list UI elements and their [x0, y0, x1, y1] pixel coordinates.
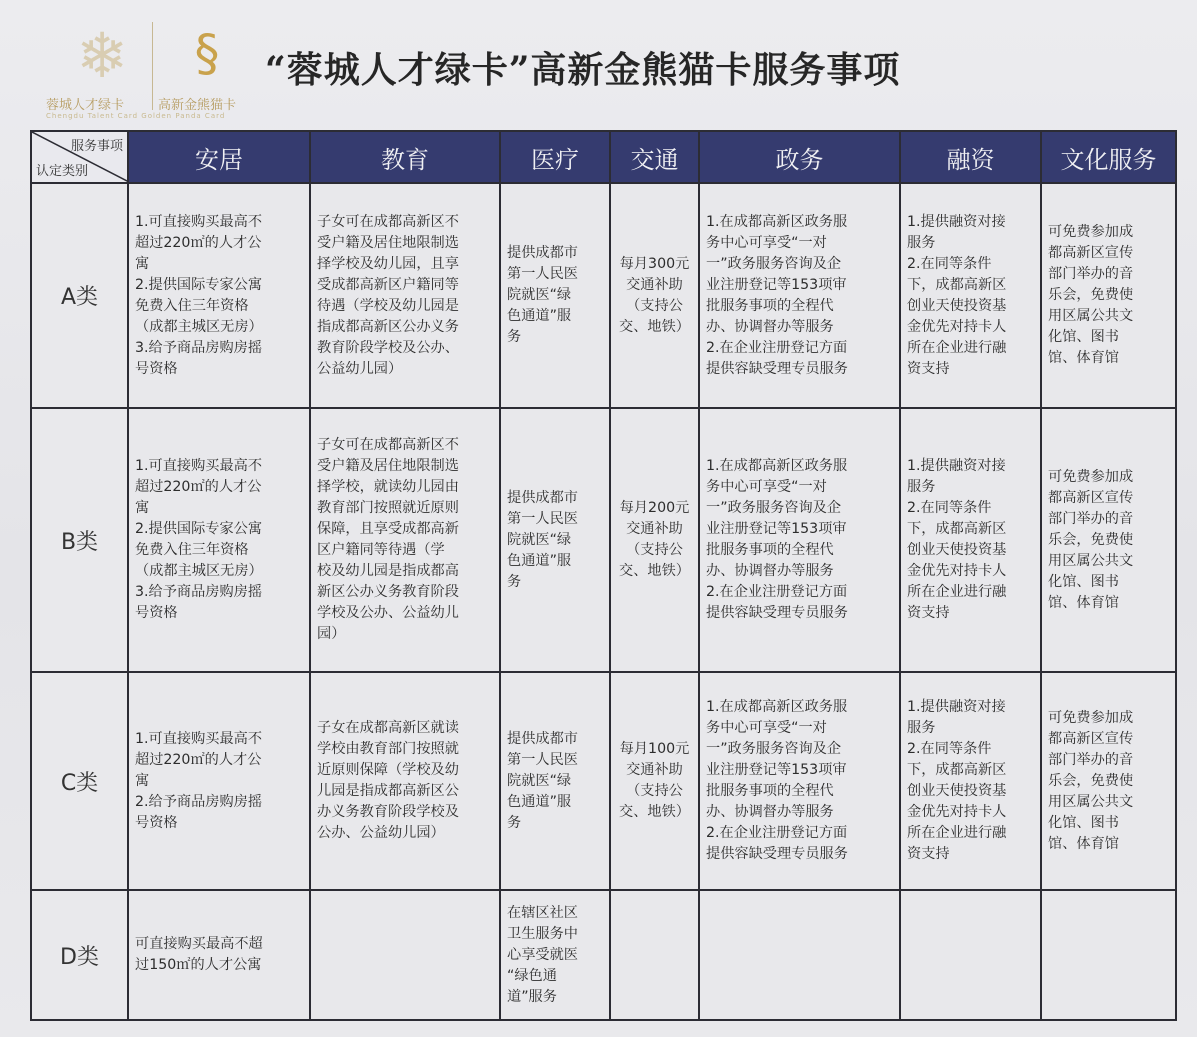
cell-line: 新区公办义务教育阶段: [317, 584, 459, 600]
header-education: 教育: [310, 131, 500, 183]
cell-line: 批服务事项的全程代: [706, 297, 834, 314]
table-header-row: [31, 131, 1176, 183]
cell-line: 儿园是指成都高新区公: [317, 783, 459, 799]
cell-line: 化馆、图书: [1048, 329, 1119, 345]
cell-line: 学校及公办、公益幼儿: [317, 605, 459, 621]
cell-line: 务中心可享受“一对: [706, 479, 827, 495]
cell-line: 免费入住三年资格: [135, 297, 249, 314]
cell-housing: [128, 672, 310, 890]
cell-line: 保障，且享受成都高新: [317, 521, 459, 537]
cell-housing: [128, 890, 310, 1020]
cell-line: 校及幼儿园是指成都高: [317, 563, 459, 579]
cell-line: 号资格: [135, 605, 178, 621]
category-cell: A类: [31, 183, 128, 408]
cell-line: 务: [507, 573, 522, 590]
cell-line: 办、协调督办等服务: [706, 804, 834, 820]
page-title: “蓉城人才绿卡”高新金熊猫卡服务事项: [265, 49, 901, 91]
cell-line: 服务: [907, 479, 936, 495]
cell-financing: [900, 672, 1041, 890]
cell-medical: [500, 890, 610, 1020]
cell-line: 馆、体育馆: [1048, 350, 1119, 366]
cell-line: 子女可在成都高新区不: [317, 213, 459, 230]
cell-line: 受成都高新区户籍同等: [317, 276, 459, 293]
table-row: [31, 408, 1176, 672]
cell-line: 提供成都市: [507, 730, 578, 747]
cell-line: 化馆、图书: [1048, 814, 1119, 831]
cell-transport: [610, 408, 699, 672]
cell-line: 业注册登记等153项审: [706, 521, 847, 537]
cell-line: 子女在成都高新区就读: [317, 720, 459, 736]
cell-line: 所在企业进行融: [907, 339, 1007, 356]
cell-line: 3.给予商品房购房摇: [135, 339, 263, 356]
cell-line: 2.给予商品房购房摇: [135, 793, 263, 810]
cell-line: 务: [507, 814, 522, 831]
cell-line: 择学校，就读幼儿园由: [317, 479, 459, 495]
corner-service-label: 服务事项: [70, 139, 123, 154]
cell-medical: [500, 672, 610, 890]
cell-line: 教育阶段学校及公办、: [317, 339, 459, 356]
cell-line: 乐会，免费使: [1048, 287, 1134, 303]
table-row: [31, 183, 1176, 408]
header-housing: 安居: [128, 131, 310, 183]
cell-housing: [128, 408, 310, 672]
cell-line: 乐会，免费使: [1048, 772, 1134, 789]
category-cell: D类: [31, 890, 128, 1020]
cell-line: 资支持: [907, 846, 950, 862]
cell-line: （成都主城区无房）: [135, 563, 263, 579]
cell-line: 园）: [317, 626, 346, 642]
cell-line: （支持公: [626, 297, 683, 314]
cell-line: 第一人民医: [507, 510, 578, 527]
cell-line: 区户籍同等待遇（学: [317, 542, 445, 558]
table-row: [31, 890, 1176, 1020]
cell-line: 部门举办的音: [1048, 751, 1134, 768]
category-cell: C类: [31, 672, 128, 890]
cell-line: 交通补助: [626, 521, 683, 537]
cell-line: 1.在成都高新区政务服: [706, 458, 848, 474]
cell-line: 交、地铁）: [619, 318, 690, 335]
cell-line: 子女可在成都高新区不: [317, 437, 459, 453]
cell-line: 受户籍及居住地限制选: [317, 234, 459, 251]
service-table: [30, 130, 1177, 1021]
cell-line: 1.在成都高新区政务服: [706, 213, 848, 230]
cell-line: 下，成都高新区: [907, 521, 1007, 537]
cell-line: 公益幼儿园）: [317, 360, 403, 377]
cell-line: 用区属公共文: [1048, 793, 1134, 810]
cell-line: 创业天使投资基: [907, 542, 1007, 558]
cell-transport: [610, 183, 699, 408]
cell-financing: [900, 183, 1041, 408]
cell-line: 交通补助: [626, 276, 683, 293]
cell-line: 交、地铁）: [619, 804, 690, 820]
cell-line: 每月100元: [619, 741, 690, 757]
panda-logo-icon: §: [194, 24, 220, 82]
cell-line: 近原则保障（学校及幼: [317, 762, 459, 778]
cell-line: 色通道”服: [507, 552, 572, 569]
cell-line: 1.提供融资对接: [907, 458, 1006, 474]
cell-line: 教育部门按照就近原则: [317, 500, 459, 516]
cell-line: 乐会，免费使: [1048, 531, 1134, 548]
cell-line: 务中心可享受“一对: [706, 720, 827, 736]
cell-line: 下，成都高新区: [907, 276, 1007, 293]
cell-financing: [900, 408, 1041, 672]
cell-medical: [500, 183, 610, 408]
cell-line: 服务: [907, 720, 936, 736]
cell-education: [310, 672, 500, 890]
cell-culture: [1041, 183, 1176, 408]
table-row: [31, 672, 1176, 890]
cell-line: 化馆、图书: [1048, 573, 1119, 590]
cell-financing: [900, 890, 1041, 1020]
cell-line: 2.提供国际专家公寓: [135, 276, 263, 293]
cell-line: 指成都高新区公办义务: [317, 318, 459, 335]
cell-government: [699, 183, 900, 408]
corner-category-label: 认定类别: [36, 164, 89, 179]
logo-sub-text: Chengdu Talent Card Golden Panda Card: [46, 112, 226, 120]
cell-line: 心享受就医: [507, 946, 578, 963]
header-financing: 融资: [900, 131, 1041, 183]
cell-line: 号资格: [135, 814, 178, 831]
cell-line: 一”政务服务咨询及企: [706, 255, 842, 272]
logo-right-text: 高新金熊猫卡: [158, 98, 237, 113]
cell-education: [310, 890, 500, 1020]
cell-line: 用区属公共文: [1048, 552, 1134, 569]
cell-line: 资支持: [907, 605, 950, 621]
cell-line: 超过220㎡的人才公: [135, 751, 262, 768]
cell-line: 第一人民医: [507, 266, 578, 282]
cell-line: 创业天使投资基: [907, 297, 1007, 314]
cell-medical: [500, 408, 610, 672]
cell-line: 办义务教育阶段学校及: [317, 804, 459, 820]
cell-line: 2.在同等条件: [907, 255, 992, 272]
cell-line: 创业天使投资基: [907, 783, 1007, 799]
cell-line: 2.在企业注册登记方面: [706, 339, 848, 356]
cell-line: 号资格: [135, 360, 178, 377]
cell-line: 受户籍及居住地限制选: [317, 458, 459, 474]
cell-line: 每月200元: [619, 500, 690, 516]
cell-line: 院就医“绿: [507, 772, 572, 789]
cell-line: 所在企业进行融: [907, 584, 1007, 600]
cell-line: 提供容缺受理专员服务: [706, 360, 848, 377]
cell-line: 批服务事项的全程代: [706, 783, 834, 799]
header-culture: 文化服务: [1041, 131, 1176, 183]
cell-line: 1.可直接购买最高不: [135, 730, 263, 747]
cell-line: 待遇（学校及幼儿园是: [317, 297, 459, 314]
cell-line: 每月300元: [619, 255, 690, 272]
cell-line: “绿色通: [507, 967, 557, 984]
cell-line: 业注册登记等153项审: [706, 762, 847, 778]
cell-line: 用区属公共文: [1048, 308, 1134, 324]
cell-line: 色通道”服: [507, 308, 572, 324]
cell-line: 2.在同等条件: [907, 500, 992, 516]
cell-line: 提供成都市: [507, 489, 578, 506]
cell-line: （支持公: [626, 542, 683, 558]
cell-line: 一”政务服务咨询及企: [706, 741, 842, 757]
cell-line: 择学校及幼儿园，且享: [317, 255, 459, 272]
cell-line: 2.在企业注册登记方面: [706, 584, 848, 600]
cell-government: [699, 672, 900, 890]
cell-line: 交、地铁）: [619, 563, 690, 579]
cell-line: 务: [507, 329, 522, 345]
cell-culture: [1041, 408, 1176, 672]
cell-line: 交通补助: [626, 762, 683, 778]
cell-line: 资支持: [907, 360, 950, 377]
cell-line: 办、协调督办等服务: [706, 563, 834, 579]
cell-line: 都高新区宣传: [1048, 245, 1134, 261]
cell-line: 公办、公益幼儿园）: [317, 825, 445, 841]
cell-line: 学校由教育部门按照就: [317, 741, 459, 757]
cell-line: （成都主城区无房）: [135, 318, 263, 335]
cell-line: 超过220㎡的人才公: [135, 234, 262, 251]
cell-line: 金优先对持卡人: [907, 804, 1007, 820]
cell-culture: [1041, 890, 1176, 1020]
cell-line: （支持公: [626, 783, 683, 799]
cell-housing: [128, 183, 310, 408]
cell-line: 服务: [907, 234, 936, 251]
cell-line: 1.在成都高新区政务服: [706, 699, 848, 715]
cell-line: 金优先对持卡人: [907, 318, 1007, 335]
cell-line: 过150㎡的人才公寓: [135, 957, 262, 973]
cell-line: 部门举办的音: [1048, 266, 1134, 282]
cell-line: 提供成都市: [507, 245, 578, 261]
cell-line: 都高新区宣传: [1048, 489, 1134, 506]
cell-line: 1.提供融资对接: [907, 699, 1006, 715]
cell-line: 办、协调督办等服务: [706, 318, 834, 335]
cell-transport: [610, 672, 699, 890]
cell-line: 寓: [135, 255, 150, 272]
cell-line: 1.可直接购买最高不: [135, 458, 263, 474]
cell-line: 提供容缺受理专员服务: [706, 846, 848, 862]
cell-line: 一”政务服务咨询及企: [706, 500, 842, 516]
cell-line: 2.提供国际专家公寓: [135, 521, 263, 537]
cell-line: 业注册登记等153项审: [706, 276, 847, 293]
cell-line: 院就医“绿: [507, 287, 572, 303]
cell-transport: [610, 890, 699, 1020]
cell-line: 务中心可享受“一对: [706, 234, 827, 251]
logo-left-text: 蓉城人才绿卡: [46, 98, 125, 113]
cell-line: 下，成都高新区: [907, 762, 1007, 778]
cell-line: 金优先对持卡人: [907, 563, 1007, 579]
cell-line: 院就医“绿: [507, 531, 572, 548]
cell-line: 第一人民医: [507, 751, 578, 768]
cell-line: 3.给予商品房购房摇: [135, 584, 263, 600]
snowflake-logo-icon: ❄: [76, 19, 128, 92]
logo-divider: [152, 22, 153, 110]
cell-line: 卫生服务中: [507, 925, 578, 942]
cell-line: 可免费参加成: [1048, 709, 1134, 726]
cell-government: [699, 408, 900, 672]
logo-group: [40, 12, 270, 122]
cell-education: [310, 183, 500, 408]
cell-line: 在辖区社区: [507, 904, 578, 921]
cell-line: 馆、体育馆: [1048, 594, 1119, 611]
cell-education: [310, 408, 500, 672]
cell-line: 寓: [135, 500, 150, 516]
cell-line: 可直接购买最高不超: [135, 936, 263, 952]
cell-line: 可免费参加成: [1048, 468, 1134, 485]
header-medical: 医疗: [500, 131, 610, 183]
cell-line: 超过220㎡的人才公: [135, 479, 262, 495]
cell-government: [699, 890, 900, 1020]
cell-line: 都高新区宣传: [1048, 730, 1134, 747]
cell-line: 馆、体育馆: [1048, 835, 1119, 852]
cell-line: 1.可直接购买最高不: [135, 213, 263, 230]
cell-line: 1.提供融资对接: [907, 213, 1006, 230]
cell-line: 提供容缺受理专员服务: [706, 605, 848, 621]
header-government: 政务: [699, 131, 900, 183]
cell-line: 免费入住三年资格: [135, 542, 249, 558]
cell-line: 寓: [135, 772, 150, 789]
cell-line: 2.在同等条件: [907, 741, 992, 757]
cell-line: 所在企业进行融: [907, 825, 1007, 841]
cell-line: 可免费参加成: [1048, 224, 1134, 240]
cell-line: 批服务事项的全程代: [706, 542, 834, 558]
category-cell: B类: [31, 408, 128, 672]
cell-culture: [1041, 672, 1176, 890]
header-transport: 交通: [610, 131, 699, 183]
cell-line: 2.在企业注册登记方面: [706, 825, 848, 841]
cell-line: 色通道”服: [507, 793, 572, 810]
cell-line: 道”服务: [507, 988, 557, 1005]
cell-line: 部门举办的音: [1048, 510, 1134, 527]
corner-header: [31, 131, 128, 183]
